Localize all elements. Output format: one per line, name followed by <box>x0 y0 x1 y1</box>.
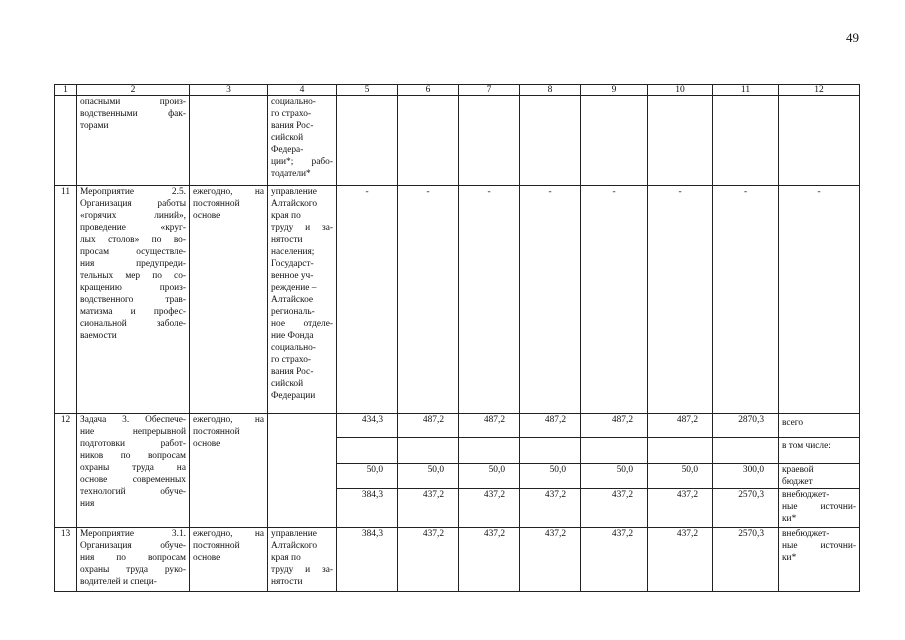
column-header: 1 <box>55 85 77 96</box>
text-line: кращению произ- <box>80 283 186 293</box>
value-cell: 437,2 <box>398 528 459 592</box>
value-cell: 434,3 <box>337 414 398 438</box>
value-cell: 437,2 <box>581 489 648 528</box>
value-cell: 50,0 <box>581 464 648 489</box>
text-line: нятости <box>271 577 303 587</box>
text-line: ные источни- <box>782 541 856 551</box>
text-line: ежегодно, на <box>193 415 264 425</box>
text-line: венное уч- <box>271 271 314 281</box>
value-cell: 50,0 <box>520 464 581 489</box>
text-line: края по <box>271 553 301 563</box>
text-line: ния по вопросам <box>80 553 186 563</box>
text-line: внебюджет- <box>782 490 830 500</box>
text-line: в том числе: <box>782 441 831 451</box>
value-cell: 437,2 <box>398 489 459 528</box>
value-cell: - <box>459 186 520 414</box>
column-header-row <box>55 85 860 96</box>
value-cell: 50,0 <box>337 464 398 489</box>
text-line: ваемости <box>80 331 117 341</box>
text-line: ников по вопросам <box>80 451 186 461</box>
value-cell: - <box>779 186 860 414</box>
table-row <box>55 414 860 438</box>
value-cell: 487,2 <box>648 414 713 438</box>
row-number: 11 <box>55 186 77 414</box>
measure-text <box>77 186 190 414</box>
column-header: 9 <box>581 85 648 96</box>
text-line: ки* <box>782 553 797 563</box>
value-cell: 437,2 <box>459 528 520 592</box>
page-number: 49 <box>846 30 859 45</box>
text-line: управление <box>271 187 317 197</box>
text-line: Алтайское <box>271 295 314 305</box>
table-row <box>55 528 860 592</box>
column-header: 2 <box>77 85 190 96</box>
column-header: 12 <box>779 85 860 96</box>
text-line: населения; <box>271 247 315 257</box>
value-cell <box>459 438 520 464</box>
text-line: постоянной <box>193 199 240 209</box>
value-cell: 50,0 <box>648 464 713 489</box>
text-line: ние непрерывной <box>80 427 186 437</box>
text-line: бюджет <box>782 477 813 487</box>
value-cell: 487,2 <box>581 414 648 438</box>
text-line: постоянной <box>193 427 240 437</box>
text-line: Организация обуче- <box>80 541 186 551</box>
value-cell: - <box>648 186 713 414</box>
text-line: опасными произ- <box>80 97 186 107</box>
text-line: тодатели* <box>271 169 311 179</box>
text-line: всего <box>782 418 804 428</box>
executor-text <box>268 414 337 528</box>
executor-text <box>268 528 337 592</box>
text-line: «горячих линий», <box>80 211 186 221</box>
column-header: 11 <box>713 85 779 96</box>
funding-source <box>779 414 860 438</box>
value-cell: 2570,3 <box>713 528 779 592</box>
column-header: 6 <box>398 85 459 96</box>
funding-source <box>779 464 860 489</box>
value-cell: 384,3 <box>337 489 398 528</box>
value-cell: - <box>398 186 459 414</box>
text-line: социально- <box>271 343 316 353</box>
text-line: просам осуществле- <box>80 247 186 257</box>
value-cell: 437,2 <box>459 489 520 528</box>
column-header: 4 <box>268 85 337 96</box>
text-line: тельных мер по со- <box>80 271 186 281</box>
text-line: матизма и профес- <box>80 307 186 317</box>
text-line: краевой <box>782 465 814 475</box>
text-line: водителей и специ- <box>80 577 157 587</box>
value-cell <box>581 438 648 464</box>
text-line: основе <box>193 553 221 563</box>
text-line: торами <box>80 121 109 131</box>
value-cell: - <box>337 186 398 414</box>
text-line: го страхо- <box>271 355 312 365</box>
text-line: ния <box>80 499 95 509</box>
text-line: сийской <box>271 379 304 389</box>
text-line: социально- <box>271 97 316 107</box>
text-line: труду и за- <box>271 565 333 575</box>
text-line: постоянной <box>193 541 240 551</box>
text-line: ние Фонда <box>271 331 314 341</box>
value-cell: 487,2 <box>459 414 520 438</box>
value-cell: 50,0 <box>398 464 459 489</box>
text-line: ежегодно, на <box>193 187 264 197</box>
funding-source <box>779 528 860 592</box>
text-line: Мероприятие 3.1. <box>80 529 186 539</box>
row-number: 12 <box>55 414 77 528</box>
text-line: края по <box>271 211 301 221</box>
value-cell: - <box>520 186 581 414</box>
text-line: нятости <box>271 235 303 245</box>
text-line: основе <box>193 211 221 221</box>
text-line: основе <box>193 439 221 449</box>
text-line: водственными фак- <box>80 109 186 119</box>
text-line: ния предупреди- <box>80 259 186 269</box>
value-cell: 487,2 <box>520 414 581 438</box>
funding-source <box>779 489 860 528</box>
value-cell <box>337 438 398 464</box>
period-text <box>190 414 268 528</box>
column-header: 8 <box>520 85 581 96</box>
value-cell: 437,2 <box>581 528 648 592</box>
text-line: ежегодно, на <box>193 529 264 539</box>
value-cell <box>648 438 713 464</box>
text-line: вания Рос- <box>271 367 314 377</box>
column-header: 7 <box>459 85 520 96</box>
value-cell: 2870,3 <box>713 414 779 438</box>
text-line: технологий обуче- <box>80 487 186 497</box>
value-cell: 384,3 <box>337 528 398 592</box>
text-line: сиональной заболе- <box>80 319 186 329</box>
text-line: охраны труда на <box>80 463 186 473</box>
period-text <box>190 528 268 592</box>
value-cell <box>713 438 779 464</box>
value-cell: 487,2 <box>398 414 459 438</box>
text-line: го страхо- <box>271 109 312 119</box>
measure-text <box>77 528 190 592</box>
value-cell: - <box>581 186 648 414</box>
value-cell: 437,2 <box>648 489 713 528</box>
text-line: управление <box>271 529 317 539</box>
text-line: водственного трав- <box>80 295 186 305</box>
table-row <box>55 96 860 186</box>
text-line: подготовки работ- <box>80 439 186 449</box>
executor-text <box>268 96 337 186</box>
text-line: Федера- <box>271 145 304 155</box>
value-cell: 437,2 <box>520 528 581 592</box>
value-cell: 437,2 <box>520 489 581 528</box>
table-row <box>55 186 860 414</box>
text-line: Алтайского <box>271 541 318 551</box>
text-line: Федерации <box>271 391 316 401</box>
text-line: ные источни- <box>782 502 856 512</box>
row-number: 13 <box>55 528 77 592</box>
text-line: вания Рос- <box>271 121 314 131</box>
text-line: проведение «круг- <box>80 223 186 233</box>
text-line: Задача 3. Обеспече- <box>80 415 186 425</box>
value-cell: - <box>713 186 779 414</box>
text-line: охраны труда руко- <box>80 565 186 575</box>
value-cell <box>398 438 459 464</box>
text-line: Организация работы <box>80 199 186 209</box>
executor-text <box>268 186 337 414</box>
column-header: 5 <box>337 85 398 96</box>
text-line: Алтайского <box>271 199 318 209</box>
text-line: региональ- <box>271 307 315 317</box>
text-line: сийской <box>271 133 304 143</box>
value-cell: 300,0 <box>713 464 779 489</box>
column-header: 10 <box>648 85 713 96</box>
value-cell <box>520 438 581 464</box>
text-line: Мероприятие 2.5. <box>80 187 186 197</box>
value-cell: 437,2 <box>648 528 713 592</box>
value-cell: 50,0 <box>459 464 520 489</box>
task-text <box>77 414 190 528</box>
text-line: внебюджет- <box>782 529 830 539</box>
column-header: 3 <box>190 85 268 96</box>
text-line: ки* <box>782 514 797 524</box>
text-line: основе современных <box>80 475 186 485</box>
measure-text <box>77 96 190 186</box>
text-line: ное отделе- <box>271 319 333 329</box>
funding-source <box>779 438 860 464</box>
program-table <box>54 84 860 592</box>
text-line: труду и за- <box>271 223 333 233</box>
text-line: ции*; рабо- <box>271 157 333 167</box>
text-line: реждение – <box>271 283 317 293</box>
value-cell: 2570,3 <box>713 489 779 528</box>
period-text <box>190 186 268 414</box>
text-line: лых столов» по во- <box>80 235 186 245</box>
text-line: Государст- <box>271 259 314 269</box>
